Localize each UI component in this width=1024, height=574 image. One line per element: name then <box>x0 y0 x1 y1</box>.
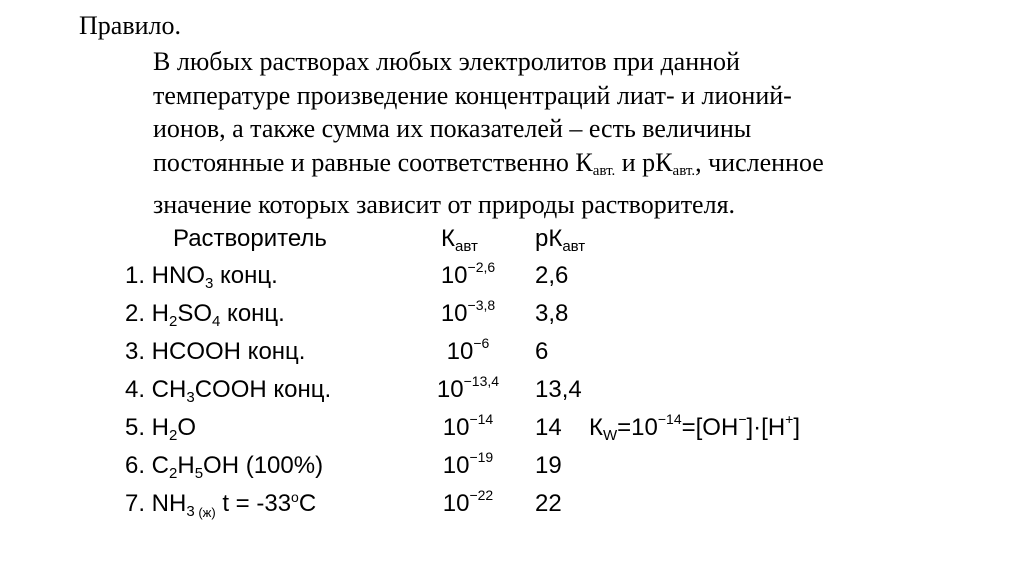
ion-charge: − <box>738 411 747 427</box>
solvent-text: C <box>298 490 317 517</box>
solvent-text: O <box>177 414 197 441</box>
header-k-subscript: авт <box>454 238 478 255</box>
header-pk-auto <box>535 224 585 262</box>
phase-subscript: (ж) <box>194 505 216 520</box>
k-exponent: −3,8 <box>467 297 496 313</box>
header-pk-subscript: авт <box>562 238 586 255</box>
rule-text <box>153 45 953 222</box>
solvent-text: конц. <box>220 300 285 327</box>
solvent-text: 7. NH <box>125 490 187 517</box>
formula-subscript: 3 <box>186 389 195 406</box>
pk-value-cell: 2,6 <box>535 262 569 289</box>
kw-text: =10 <box>617 414 658 441</box>
rule-line-4 <box>153 146 953 189</box>
solvent-text: 1. HNO <box>125 262 206 289</box>
solvent-cell <box>125 375 331 405</box>
k-value-cell <box>428 375 508 405</box>
rule-line-4-subscript-2: авт. <box>672 162 696 179</box>
solvent-cell <box>125 489 316 519</box>
rule-line-3: ионов, а также сумма их показателей – есть величины <box>153 114 752 143</box>
solvent-cell <box>125 337 305 367</box>
table-row <box>0 413 1024 451</box>
solvent-text: H <box>177 452 195 479</box>
formula-subscript: 3 <box>186 503 195 520</box>
kw-symbol: К <box>589 414 603 441</box>
solvent-text: 6. C <box>125 452 170 479</box>
k-exponent: −2,6 <box>467 259 496 275</box>
k-value-cell <box>428 299 508 329</box>
k-base: 10 <box>442 490 470 517</box>
pk-value-cell: 19 <box>535 452 562 479</box>
rule-line-5: значение которых зависит от природы растворителя. <box>153 190 736 219</box>
k-base: 10 <box>440 262 468 289</box>
solvent-text: t = -33 <box>215 490 292 517</box>
solvent-text: OH (100%) <box>203 452 324 479</box>
solvent-cell <box>125 413 196 443</box>
table-row <box>0 489 1024 527</box>
solvent-text: конц. <box>213 262 278 289</box>
solvent-cell <box>125 451 323 481</box>
header-k-main: К <box>441 225 455 252</box>
pk-value-cell: 13,4 <box>535 376 582 403</box>
rule-line-4-subscript-1: авт. <box>592 162 616 179</box>
table-row <box>0 375 1024 413</box>
formula-subscript: 2 <box>169 465 178 482</box>
k-exponent: −6 <box>473 335 490 351</box>
table-row <box>0 451 1024 489</box>
solvent-cell <box>125 299 285 329</box>
rule-line-4-part-c: , численное <box>695 147 824 177</box>
k-base: 10 <box>442 414 470 441</box>
kw-subscript: W <box>602 427 618 444</box>
k-value-cell <box>428 451 508 481</box>
rule-line-2: температуре произведение концентраций лиат- и лионий- <box>153 80 792 110</box>
ion-charge: + <box>785 411 794 427</box>
formula-subscript: 2 <box>169 427 178 444</box>
k-exponent: −13,4 <box>463 373 500 389</box>
header-pk-main: рК <box>535 225 563 252</box>
rule-line-4-part-b: и рК <box>615 147 673 177</box>
k-exponent: −19 <box>469 449 494 465</box>
k-base: 10 <box>442 452 470 479</box>
pk-value-cell: 6 <box>535 338 549 365</box>
degree-mark: o <box>291 489 299 505</box>
solvent-text: COOH конц. <box>194 376 332 403</box>
header-solvent: Растворитель <box>173 225 327 252</box>
kw-text: ] <box>793 414 801 441</box>
k-exponent: −22 <box>469 487 494 503</box>
solvent-cell <box>125 261 278 291</box>
k-base: 10 <box>440 300 468 327</box>
kw-exponent: −14 <box>657 411 682 427</box>
k-base: 10 <box>436 376 464 403</box>
k-exponent: −14 <box>469 411 494 427</box>
solvent-text: 3. HCOOH конц. <box>125 338 306 365</box>
header-k-auto <box>441 224 478 262</box>
table-row <box>0 261 1024 299</box>
formula-subscript: 4 <box>212 313 221 330</box>
k-base: 10 <box>446 338 474 365</box>
formula-subscript: 5 <box>194 465 204 482</box>
solvent-text: 2. H <box>125 300 170 327</box>
pk-value-cell: 22 <box>535 490 562 517</box>
table-row <box>0 337 1024 375</box>
k-value-cell <box>428 489 508 519</box>
formula-subscript: 2 <box>169 313 178 330</box>
water-ionic-product-note <box>589 413 800 443</box>
solvent-text: SO <box>177 300 213 327</box>
formula-subscript: 3 <box>205 275 214 292</box>
pk-value-cell: 14 <box>535 414 562 441</box>
solvent-text: 5. H <box>125 414 170 441</box>
kw-text: =[OH <box>681 414 739 441</box>
k-value-cell <box>428 337 508 367</box>
solvent-text: 4. CH <box>125 376 187 403</box>
k-value-cell <box>428 413 508 443</box>
rule-title: Правило. <box>79 11 181 40</box>
rule-line-4-part-a: постоянные и равные соответственно К <box>153 147 593 177</box>
pk-value-cell: 3,8 <box>535 300 569 327</box>
kw-text: ]·[H <box>746 414 786 441</box>
k-value-cell <box>428 261 508 291</box>
rule-line-1: В любых растворах любых электролитов при данной <box>153 47 740 76</box>
table-row <box>0 299 1024 337</box>
